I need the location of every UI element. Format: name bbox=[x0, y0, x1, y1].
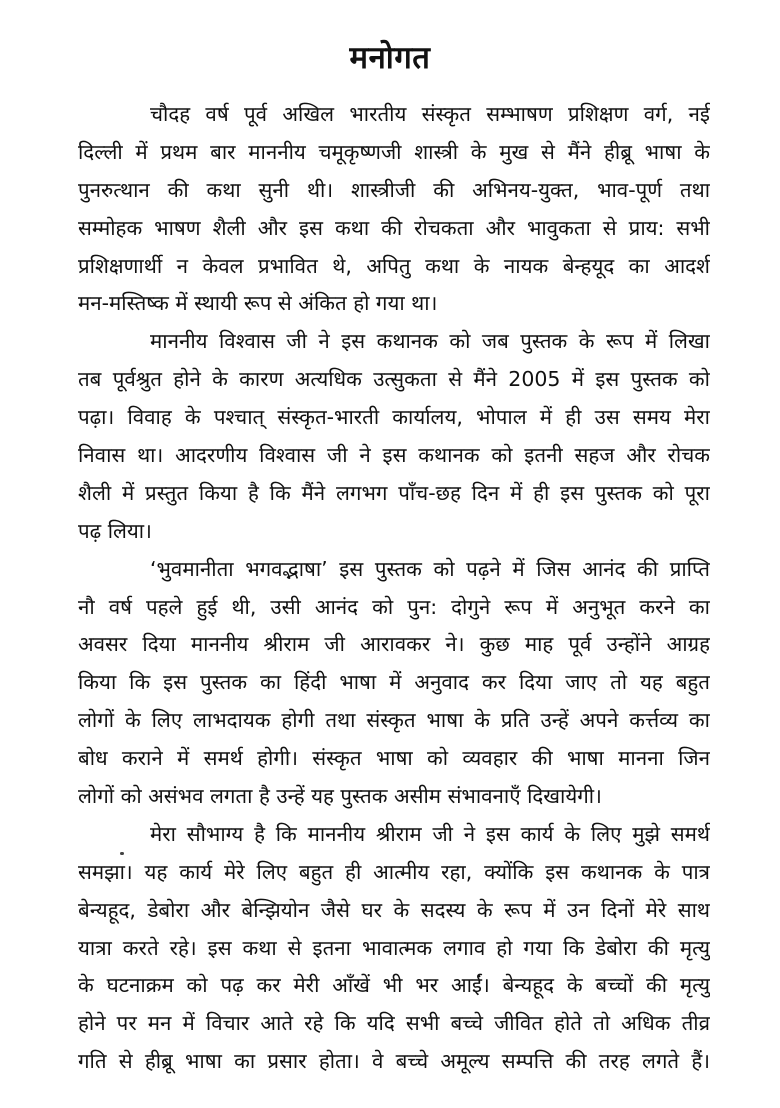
text-line: समझा। यह कार्य मेरे लिए बहुत ही आत्मीय रहा, क्योंकि इस कथानक के पात्र bbox=[78, 859, 710, 884]
text-line: होने पर मन में विचार आते रहे कि यदि सभी बच्चे जीवित होते तो अधिक तीव्र bbox=[78, 1011, 710, 1036]
text-line: किया कि इस पुस्तक का हिंदी भाषा में अनुवाद कर दिया जाए तो यह बहुत bbox=[78, 670, 710, 695]
text-line: प्रशिक्षणार्थी न केवल प्रभावित थे, अपितु कथा के नायक बेन्हयूद का आदर्श bbox=[78, 253, 710, 278]
paragraph-2 bbox=[78, 323, 710, 550]
text-line: ‘भुवमानीता भगवद्भाषा’ इस पुस्तक को पढ़ने में जिस आनंद की प्राप्ति bbox=[150, 556, 710, 581]
text-line: अवसर दिया माननीय श्रीराम जी आरावकर ने। कुछ माह पूर्व उन्होंने आग्रह bbox=[78, 632, 710, 657]
text-line: निवास था। आदरणीय विश्वास जी ने इस कथानक को इतनी सहज और रोचक bbox=[78, 443, 710, 468]
body-text bbox=[78, 96, 710, 1081]
text-line: लोगों को असंभव लगता है उन्हें यह पुस्तक असीम संभावनाएँ दिखायेगी। bbox=[78, 784, 602, 809]
text-line: पढ़ लिया। bbox=[78, 518, 152, 543]
text-line: तब पूर्वश्रुत होने के कारण अत्यधिक उत्सुकता से मैंने 2005 में इस पुस्तक को bbox=[78, 367, 710, 392]
text-line: पुनरुत्थान की कथा सुनी थी। शास्त्रीजी की अभिनय-युक्त, भाव-पूर्ण तथा bbox=[78, 177, 710, 202]
text-line: मन-मस्तिष्क में स्थायी रूप से अंकित हो गया था। bbox=[78, 291, 438, 316]
text-line: शैली में प्रस्तुत किया है कि मैंने लगभग पाँच-छह दिन में ही इस पुस्तक को पूरा bbox=[78, 480, 710, 505]
page-title: मनोगत bbox=[349, 40, 431, 76]
text-line: गति से हीब्रू भाषा का प्रसार होता। वे बच्चे अमूल्य सम्पत्ति की तरह लगते हैं। bbox=[78, 1049, 710, 1074]
paragraph-3 bbox=[78, 551, 710, 816]
paragraph-4 bbox=[78, 816, 710, 1081]
text-line: चौदह वर्ष पूर्व अखिल भारतीय संस्कृत सम्भाषण प्रशिक्षण वर्ग, नई bbox=[150, 102, 710, 126]
text-line: बेन्यहूद, डेबोरा और बेन्झियोन जैसे घर के सदस्य के रूप में उन दिनों मेरे साथ bbox=[78, 897, 710, 922]
text-line: लोगों के लिए लाभदायक होगी तथा संस्कृत भाषा के प्रति उन्हें अपने कर्त्तव्य का bbox=[78, 708, 710, 733]
paragraph-1 bbox=[78, 96, 710, 323]
text-line: यात्रा करते रहे। इस कथा से इतना भावात्मक लगाव हो गया कि डेबोरा की मृत्यु bbox=[78, 935, 710, 960]
text-line: दिल्ली में प्रथम बार माननीय चमूकृष्णजी शास्त्री के मुख से मैंने हीब्रू भाषा के bbox=[78, 139, 710, 164]
text-line: बोध कराने में समर्थ होगी। संस्कृत भाषा को व्यवहार की भाषा मानना जिन bbox=[78, 746, 710, 771]
text-line: नौ वर्ष पहले हुई थी, उसी आनंद को पुन: दोगुने रूप में अनुभूत करने का bbox=[78, 594, 710, 619]
text-line: के घटनाक्रम को पढ़ कर मेरी आँखें भी भर आईं। बेन्यहूद के बच्चों की मृत्यु bbox=[78, 973, 710, 998]
text-line: मेरा सौभाग्य है कि माननीय श्रीराम जी ने इस कार्य के लिए मुझे समर्थ bbox=[150, 821, 710, 846]
text-line: सम्मोहक भाषण शैली और इस कथा की रोचकता और भावुकता से प्राय: सभी bbox=[78, 215, 710, 240]
text-line: माननीय विश्वास जी ने इस कथानक को जब पुस्तक के रूप में लिखा bbox=[150, 329, 710, 354]
text-line: पढ़ा। विवाह के पश्चात् संस्कृत-भारती कार्यालय, भोपाल में ही उस समय मेरा bbox=[78, 405, 710, 430]
